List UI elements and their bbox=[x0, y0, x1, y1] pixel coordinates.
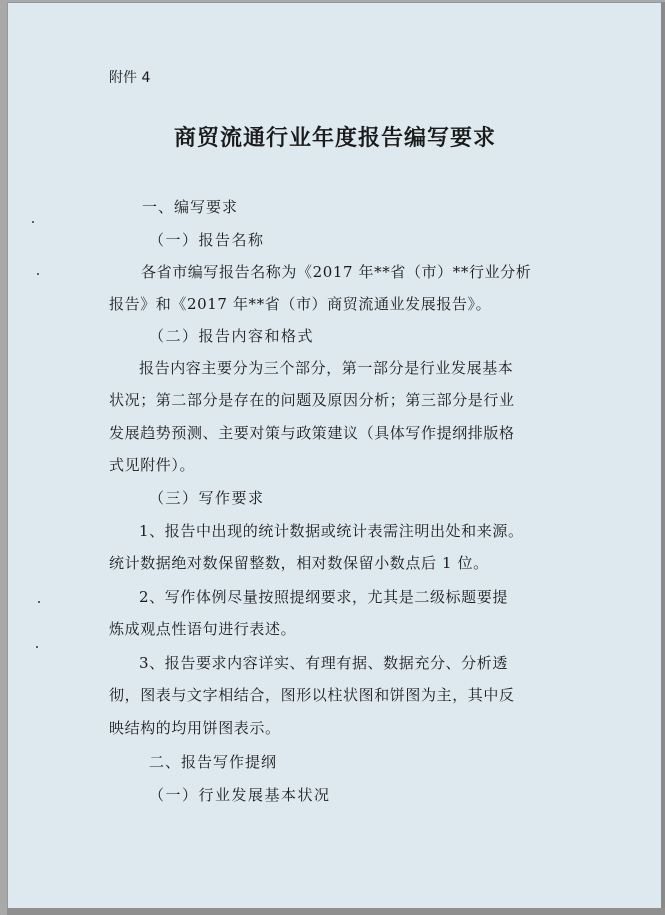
scan-speck bbox=[32, 221, 34, 223]
section-heading: 二、报告写作提纲 bbox=[149, 753, 278, 771]
page-shadow-bottom bbox=[7, 908, 665, 915]
subsection-heading: （三）写作要求 bbox=[149, 489, 265, 507]
paragraph-line: 发展趋势预测、主要对策与政策建议（具体写作提纲排版格 bbox=[109, 424, 515, 442]
paragraph-line: 状况；第二部分是存在的问题及原因分析；第三部分是行业 bbox=[109, 391, 515, 409]
paragraph-line: 彻，图表与文字相结合，图形以柱状图和饼图为主，其中反 bbox=[109, 686, 515, 704]
section-heading: 一、编写要求 bbox=[142, 198, 239, 216]
page-shadow-right bbox=[661, 2, 665, 912]
attachment-label: 附件 4 bbox=[109, 70, 151, 86]
paragraph-line: 2、写作体例尽量按照提纲要求，尤其是二级标题要提 bbox=[139, 588, 508, 606]
paragraph-line: 报告》和《2017 年**省（市）商贸流通业发展报告》。 bbox=[109, 295, 492, 313]
subsection-heading: （二）报告内容和格式 bbox=[149, 327, 315, 345]
scan-speck bbox=[37, 273, 39, 275]
subsection-heading: （一）报告名称 bbox=[149, 231, 265, 249]
paragraph-line: 3、报告要求内容详实、有理有据、数据充分、分析透 bbox=[139, 654, 508, 672]
paragraph-line: 炼成观点性语句进行表述。 bbox=[109, 620, 297, 638]
document-page bbox=[7, 2, 661, 908]
subsection-heading: （一）行业发展基本状况 bbox=[149, 786, 331, 804]
paragraph-line: 报告内容主要分为三个部分，第一部分是行业发展基本 bbox=[139, 359, 514, 377]
paragraph-line: 1、报告中出现的统计数据或统计表需注明出处和来源。 bbox=[139, 522, 524, 540]
document-title: 商贸流通行业年度报告编写要求 bbox=[173, 125, 496, 151]
paragraph-line: 式见附件）。 bbox=[109, 456, 196, 474]
scan-speck bbox=[36, 646, 38, 648]
scan-speck bbox=[38, 601, 40, 603]
paragraph-line: 各省市编写报告名称为《2017 年**省（市）**行业分析 bbox=[141, 263, 532, 281]
paragraph-line: 统计数据绝对数保留整数，相对数保留小数点后 1 位。 bbox=[109, 554, 489, 572]
paragraph-line: 映结构的均用饼图表示。 bbox=[109, 719, 281, 737]
